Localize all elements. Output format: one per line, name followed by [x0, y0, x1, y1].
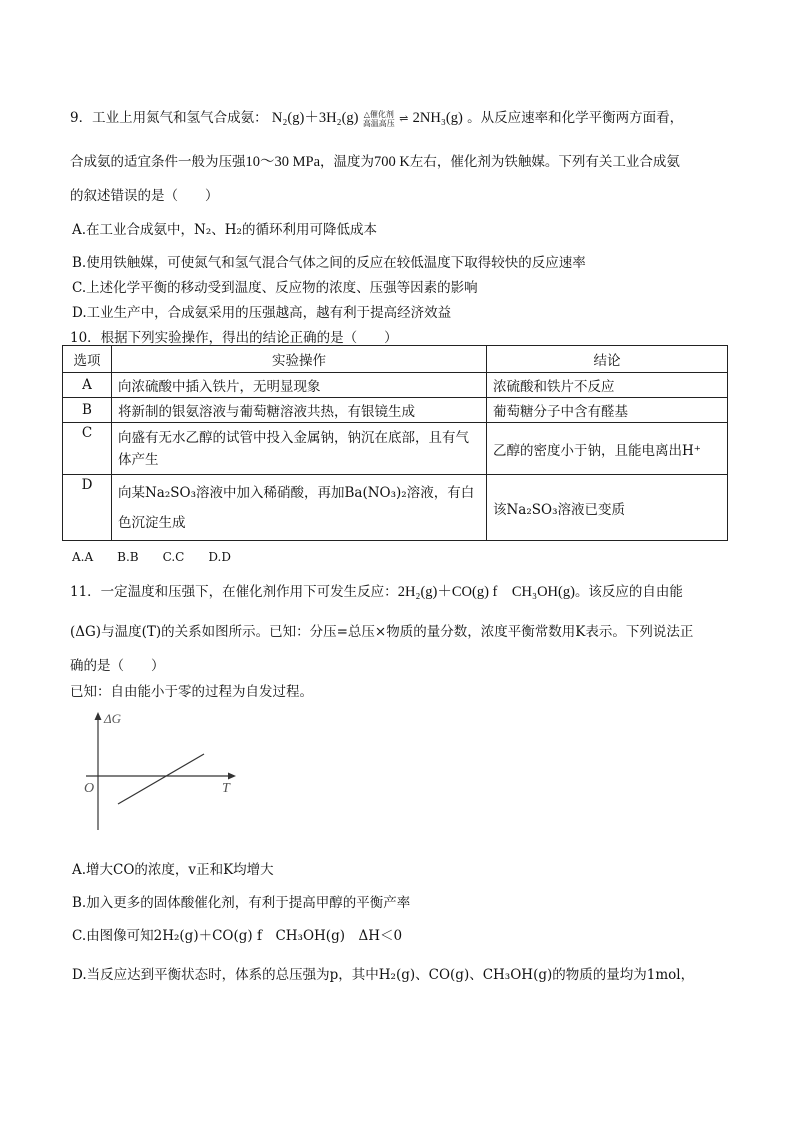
q11-equation: 2H₂(g)＋CO(g) f CH₃OH(g): [397, 584, 575, 600]
table-header-conclusion: 结论: [487, 346, 728, 373]
table-header-row: [63, 346, 728, 373]
q9-pressure: 10～30 MPa: [245, 154, 321, 170]
row-conclusion: 乙醇的密度小于钠，且能电离出H⁺: [487, 423, 728, 475]
q11-stem-text: 11．一定温度和压强下，在催化剂作用下可发生反应：: [70, 584, 398, 600]
row-conclusion: 该Na₂SO₃溶液已变质: [487, 475, 728, 541]
q9-equation-left: N₂(g)＋3H₂(g): [271, 110, 359, 126]
row-conclusion: 浓硫酸和铁片不反应: [487, 373, 728, 398]
y-axis-label: ΔG: [104, 711, 122, 726]
row-option: B: [63, 398, 112, 423]
q9-reaction-conditions: [363, 110, 395, 128]
q11-stem-text-b: 。该反应的自由能: [574, 584, 683, 600]
row-operation: 向浓硫酸中插入铁片，无明显现象: [112, 373, 487, 398]
q9-stem-text-c: 合成氨的适宜条件一般为压强: [70, 154, 246, 170]
delta-g-line: [118, 754, 204, 804]
row-option: C: [63, 423, 112, 475]
q9-option-a[interactable]: A.在工业合成氨中，N₂、H₂的循环利用可降低成本: [72, 222, 377, 238]
q11-option-b[interactable]: B.加入更多的固体酸催化剂，有利于提高甲醇的平衡产率: [72, 895, 411, 911]
q11-option-d[interactable]: D.当反应达到平衡状态时，体系的总压强为p，其中H₂(g)、CO(g)、CH₃OH(g)的物质的量均为1mol，: [72, 967, 695, 983]
q9-stem-text: 9．工业上用氮气和氢气合成氨：: [70, 110, 268, 126]
q11-stem-line2: (ΔG)与温度(T)的关系如图所示。已知：分压=总压×物质的量分数，浓度平衡常数用K表示。下列说法正: [70, 624, 694, 640]
q9-equation-right: 2NH₃(g): [412, 110, 463, 126]
origin-label: O: [84, 781, 95, 796]
q9-stem-line2: [70, 150, 680, 171]
q9-stem-text-e: 左右，催化剂为铁触媒。下列有关工业合成氨: [409, 154, 680, 170]
table-row: [63, 475, 728, 541]
table-row: [63, 398, 728, 423]
q10-table: [62, 345, 728, 541]
table-row: [63, 373, 728, 398]
q9-cond-top: △催化剂: [363, 109, 394, 119]
q11-option-c[interactable]: C.由图像可知2H₂(g)＋CO(g) f CH₃OH(g) ΔH＜0: [72, 928, 403, 944]
table-header-option: 选项: [63, 346, 112, 373]
table-row: [63, 423, 728, 475]
q9-stem-line1: [70, 106, 683, 128]
q11-stem-line1: [70, 580, 683, 601]
q9-option-b[interactable]: B.使用铁触媒，可使氮气和氢气混合气体之间的反应在较低温度下取得较快的反应速率: [72, 255, 586, 271]
q9-stem-text-b: 。从反应速率和化学平衡两方面看，: [467, 110, 684, 126]
q9-option-d[interactable]: D.工业生产中，合成氨采用的压强越高，越有利于提高经济效益: [72, 305, 452, 321]
q9-temperature: 700 K: [374, 154, 410, 170]
q11-option-a[interactable]: A.增大CO的浓度，v正和K均增大: [72, 862, 274, 878]
q9-stem-line3: 的叙述错误的是（ ）: [70, 188, 219, 204]
row-operation: 将新制的银氨溶液与葡萄糖溶液共热，有银镜生成: [112, 398, 487, 423]
q11-note: 已知：自由能小于零的过程为自发过程。: [70, 684, 313, 700]
row-option: A: [63, 373, 112, 398]
q9-stem-text-d: ，温度为: [320, 154, 375, 170]
y-axis-arrow-icon: [95, 712, 102, 720]
row-option: D: [63, 475, 112, 541]
x-axis-label: T: [222, 781, 230, 796]
q10-answer-options[interactable]: A.A B.B C.C D.D: [72, 550, 231, 564]
table-header-operation: 实验操作: [112, 346, 487, 373]
q11-graph: [82, 710, 242, 835]
q9-option-c[interactable]: C.上述化学平衡的移动受到温度、反应物的浓度、压强等因素的影响: [72, 280, 478, 296]
equilibrium-arrow-icon: ⇌: [399, 112, 409, 125]
row-operation: 向盛有无水乙醇的试管中投入金属钠，钠沉在底部，且有气体产生: [112, 423, 487, 475]
row-conclusion: 葡萄糖分子中含有醛基: [487, 398, 728, 423]
q11-stem-line3: 确的是（ ）: [70, 658, 165, 674]
q9-cond-bottom: 高温高压: [362, 118, 395, 128]
x-axis-arrow-icon: [228, 773, 236, 780]
row-operation: 向某Na₂SO₃溶液中加入稀硝酸，再加Ba(NO₃)₂溶液，有白色沉淀生成: [112, 475, 487, 541]
q10-stem: 10．根据下列实验操作，得出的结论正确的是（ ）: [70, 330, 398, 346]
